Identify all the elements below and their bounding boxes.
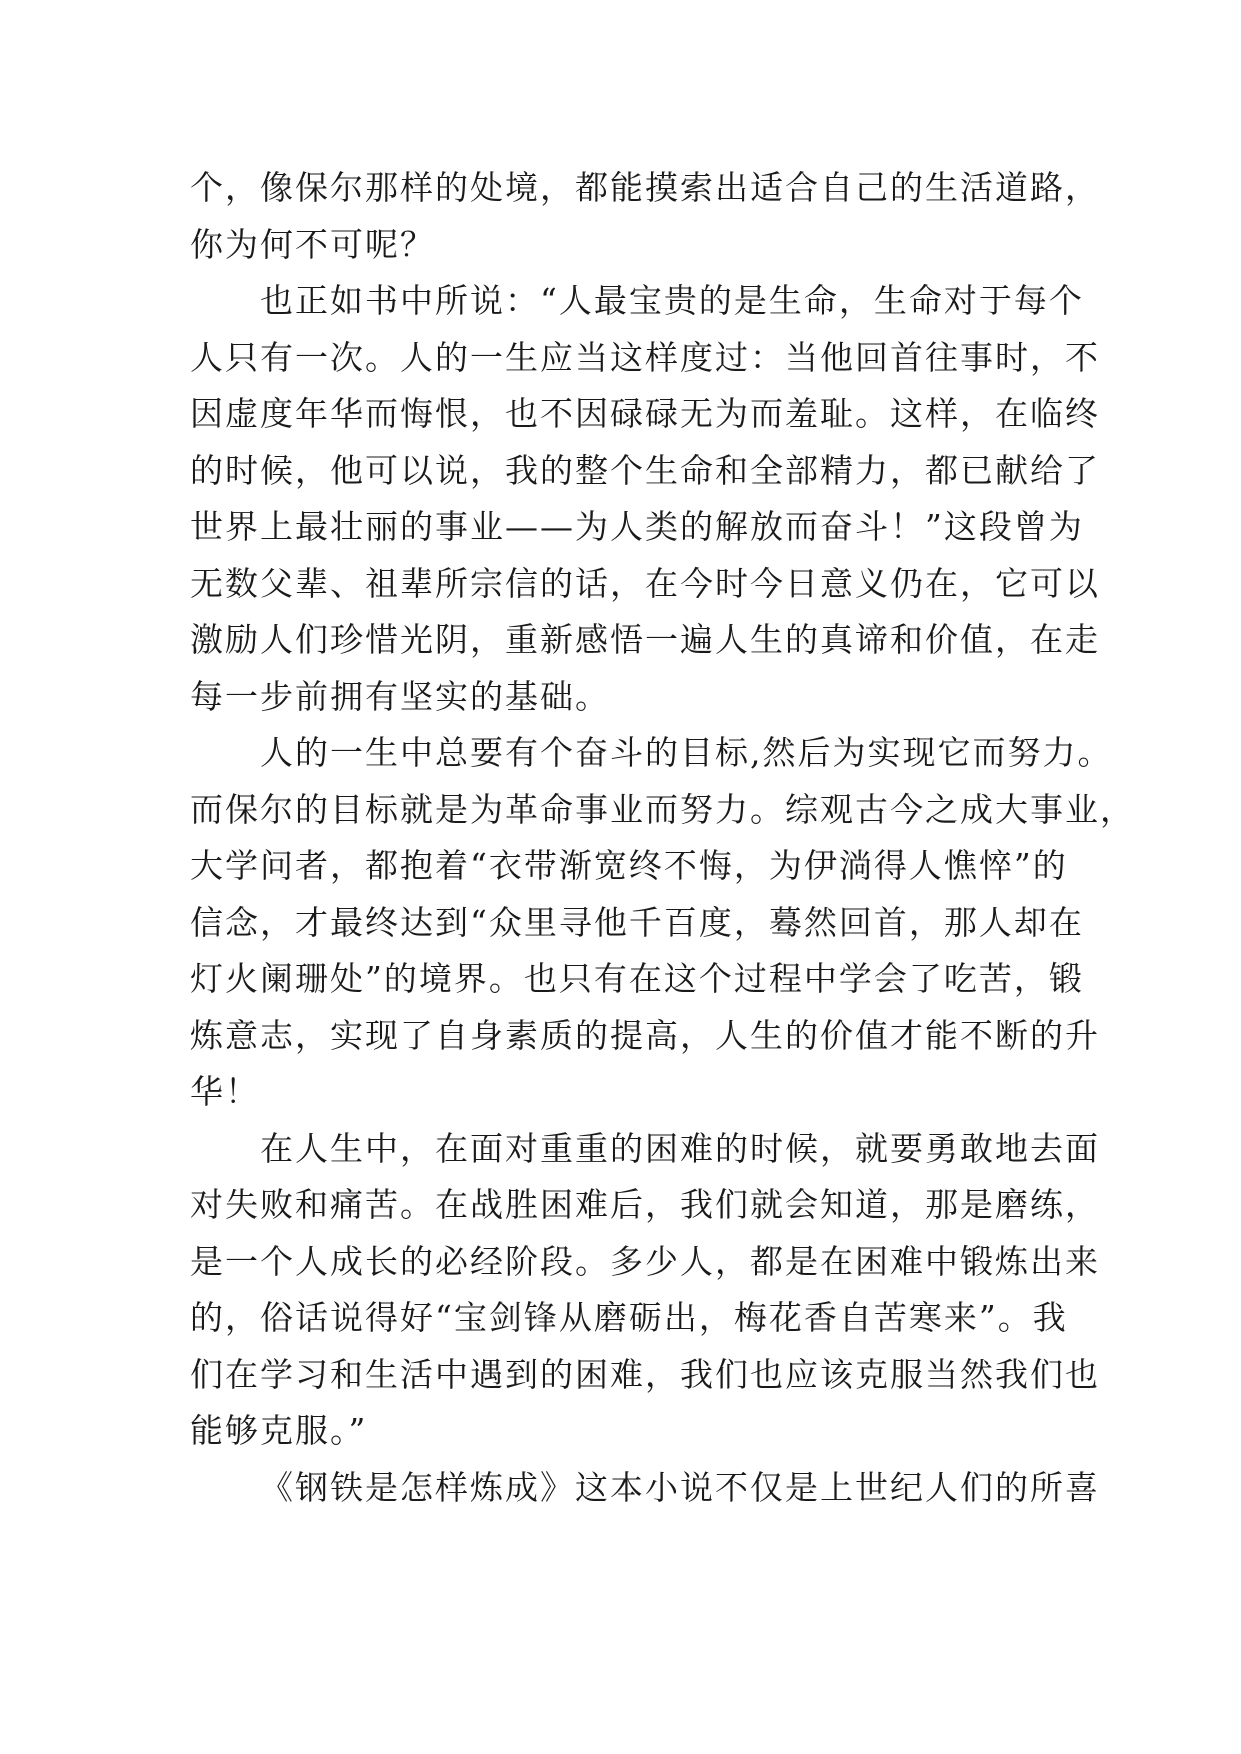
- text-line: 每一步前拥有坚实的基础。: [190, 676, 610, 716]
- text-line: 灯火阑珊处”的境界。也只有在这个过程中学会了吃苦，锻: [190, 959, 1084, 998]
- text-line: 激励人们珍惜光阴，重新感悟一遍人生的真谛和价值，在走: [190, 620, 1100, 659]
- paragraph-first-line: 《钢铁是怎样炼成》这本小说不仅是上世纪人们的所喜: [260, 1467, 1100, 1507]
- text-line: 无数父辈、祖辈所宗信的话，在今时今日意义仍在，它可以: [190, 563, 1100, 603]
- text-line: 大学问者，都抱着“衣带渐宽终不悔，为伊淌得人憔悴”的: [190, 846, 1068, 885]
- paragraph-first-line: 人的一生中总要有个奋斗的目标,然后为实现它而努力。: [260, 733, 1113, 772]
- text-line: 的时候，他可以说，我的整个生命和全部精力，都已献给了: [190, 450, 1100, 490]
- document-body: [190, 160, 1135, 1516]
- text-line: 的，俗话说得好“宝剑锋从磨砺出，梅花香自苦寒来”。我: [190, 1298, 1068, 1337]
- text-line: 因虚度年华而悔恨，也不因碌碌无为而羞耻。这样，在临终: [190, 394, 1100, 433]
- text-line: 世界上最壮丽的事业——为人类的解放而奋斗！”这段曾为: [190, 507, 1084, 546]
- text-line: 人只有一次。人的一生应当这样度过：当他回首往事时，不: [190, 337, 1100, 377]
- text-line: 炼意志，实现了自身素质的提高，人生的价值才能不断的升: [190, 1015, 1100, 1055]
- text-line: 能够克服。”: [190, 1411, 368, 1450]
- text-line: 是一个人成长的必经阶段。多少人，都是在困难中锻炼出来: [190, 1241, 1100, 1281]
- text-line: 你为何不可呢？: [190, 224, 435, 264]
- text-line: 对失败和痛苦。在战胜困难后，我们就会知道，那是磨练，: [190, 1185, 1100, 1224]
- text-line: 华！: [190, 1072, 260, 1111]
- paragraph-first-line: 在人生中，在面对重重的困难的时候，就要勇敢地去面: [260, 1128, 1100, 1168]
- text-line: 个，像保尔那样的处境，都能摸索出适合自己的生活道路，: [190, 168, 1100, 207]
- text-line: 而保尔的目标就是为革命事业而努力。综观古今之成大事业，: [190, 789, 1135, 829]
- text-line: 信念，才最终达到“众里寻他千百度，蓦然回首，那人却在: [190, 902, 1084, 942]
- text-line: 们在学习和生活中遇到的困难，我们也应该克服当然我们也: [190, 1354, 1100, 1394]
- paragraph-first-line: 也正如书中所说：“人最宝贵的是生命，生命对于每个: [260, 281, 1084, 320]
